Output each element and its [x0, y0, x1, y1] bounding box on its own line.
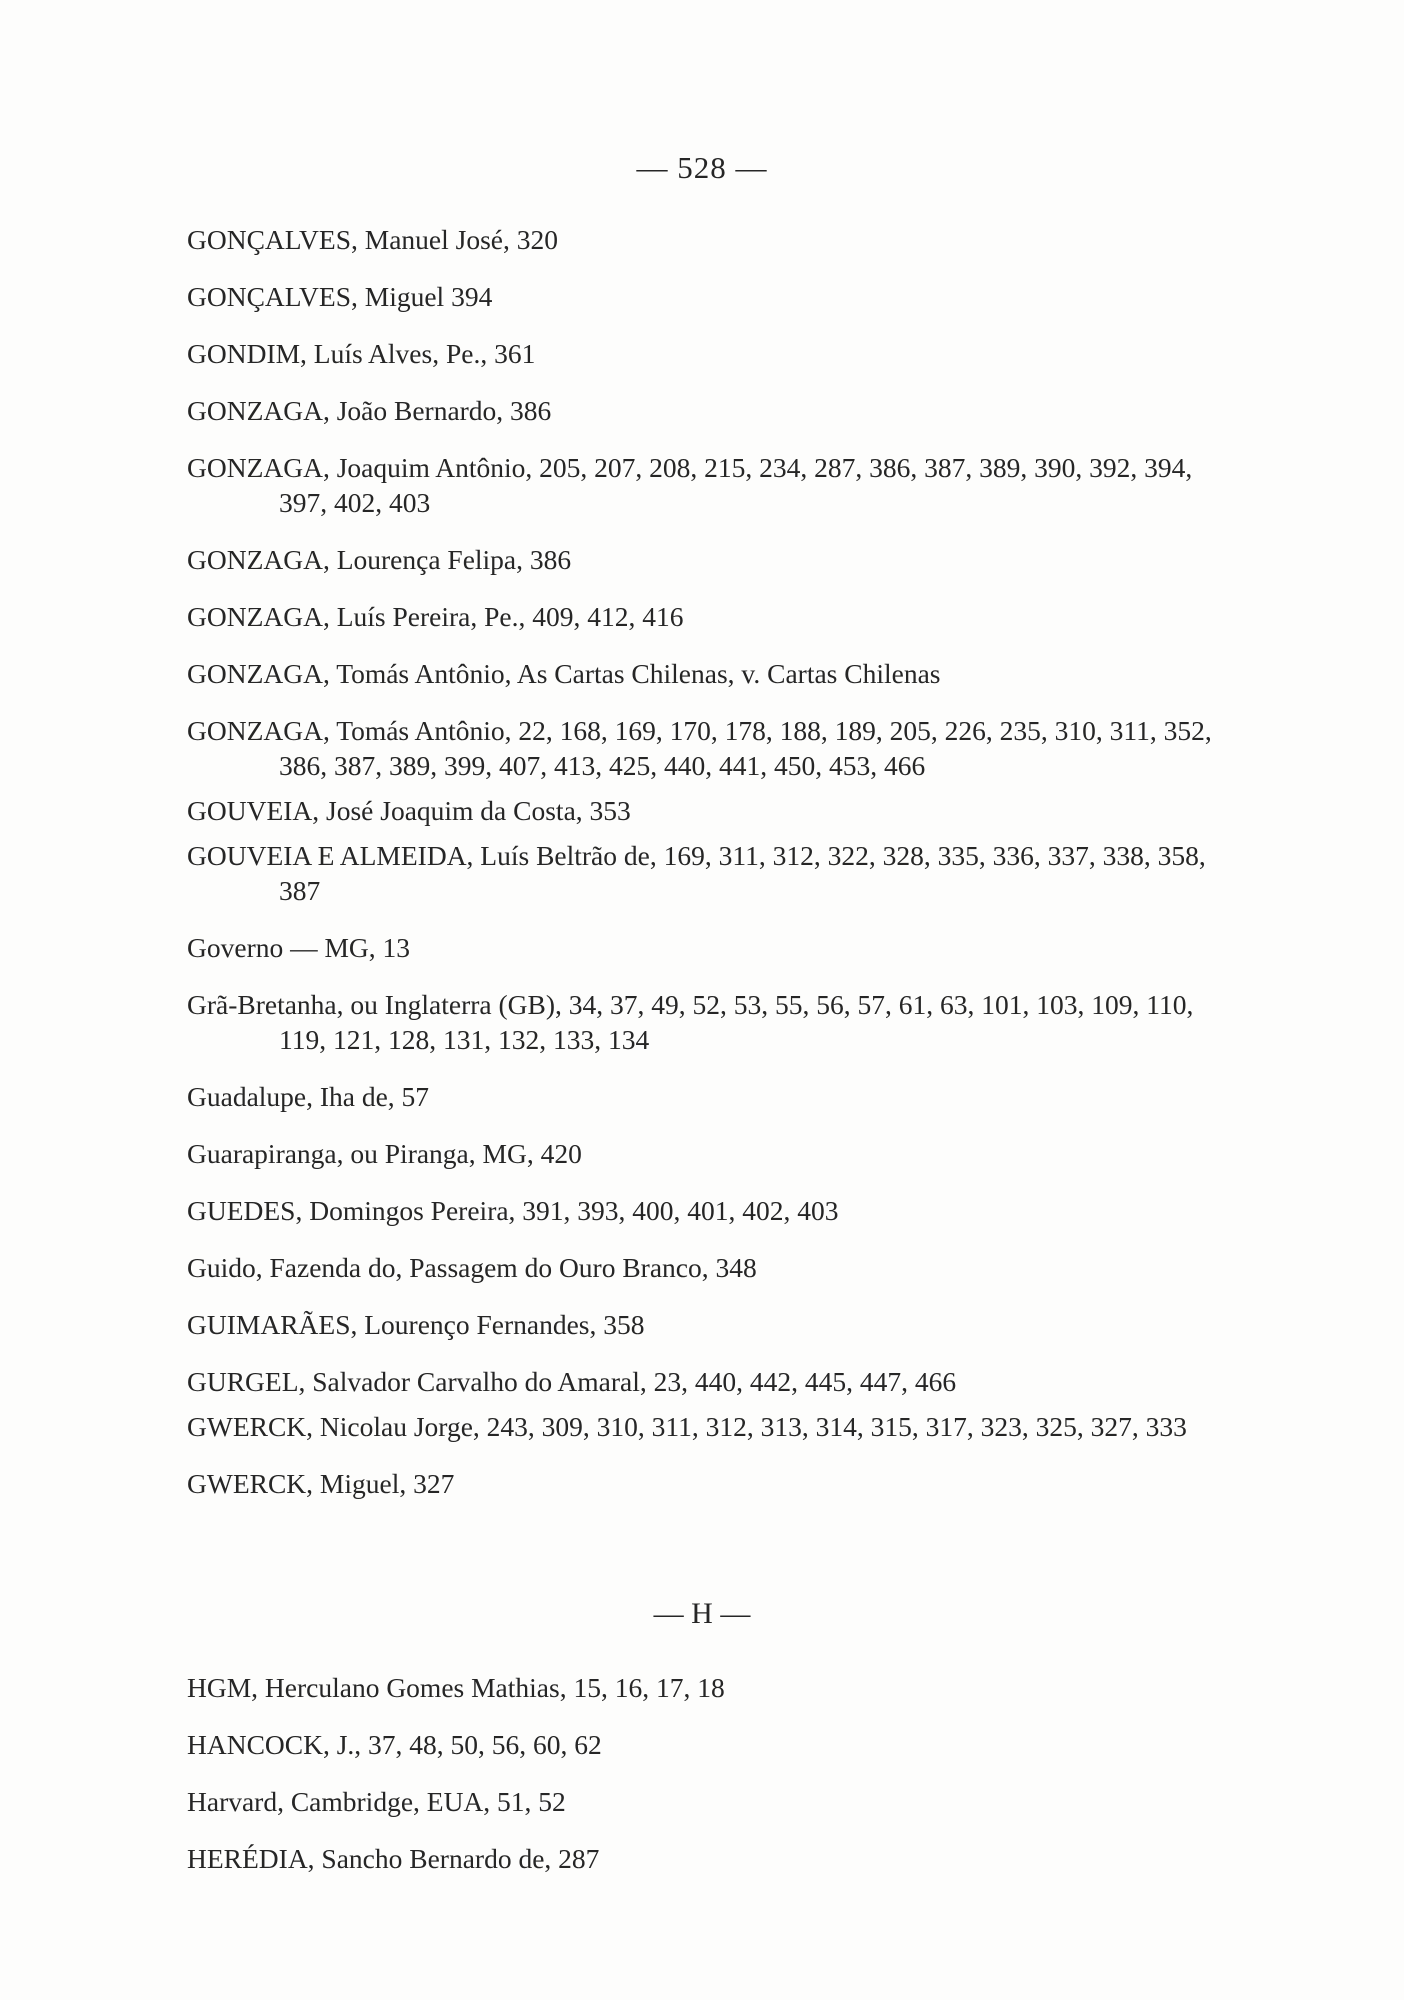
section-heading: — H — — [653, 1597, 751, 1630]
index-entry: Guarapiranga, ou Piranga, MG, 420 — [187, 1138, 582, 1169]
index-entry: GOUVEIA E ALMEIDA, Luís Beltrão de, 169, 311, 312, 322, 328, 335, 336, 337, 338, 358, 387 — [187, 840, 1206, 906]
index-entry: GUIMARÃES, Lourenço Fernandes, 358 — [187, 1309, 645, 1340]
index-entry: Harvard, Cambridge, EUA, 51, 52 — [187, 1786, 566, 1817]
index-entry: GOUVEIA, José Joaquim da Costa, 353 — [187, 795, 631, 826]
index-entry: GONÇALVES, Manuel José, 320 — [187, 224, 558, 255]
index-entry: GONZAGA, Tomás Antônio, As Cartas Chilenas, v. Cartas Chilenas — [187, 658, 941, 689]
index-entry: GURGEL, Salvador Carvalho do Amaral, 23, 440, 442, 445, 447, 466 — [187, 1366, 957, 1397]
index-entry: HGM, Herculano Gomes Mathias, 15, 16, 17, 18 — [187, 1672, 725, 1703]
index-entries-g — [187, 222, 1227, 1523]
index-entry: GONZAGA, Luís Pereira, Pe., 409, 412, 416 — [187, 601, 684, 632]
index-entry: GWERCK, Nicolau Jorge, 243, 309, 310, 311, 312, 313, 314, 315, 317, 323, 325, 327, 333 — [187, 1411, 1187, 1442]
index-entry: GONZAGA, Joaquim Antônio, 205, 207, 208, 215, 234, 287, 386, 387, 389, 390, 392, 394, 397, 402, 403 — [187, 452, 1193, 518]
index-entry: GWERCK, Miguel, 327 — [187, 1468, 455, 1499]
index-entry: GONZAGA, Lourença Felipa, 386 — [187, 544, 572, 575]
index-entry: Guadalupe, Iha de, 57 — [187, 1081, 430, 1112]
index-entry: HANCOCK, J., 37, 48, 50, 56, 60, 62 — [187, 1729, 602, 1760]
index-entry: HERÉDIA, Sancho Bernardo de, 287 — [187, 1843, 600, 1874]
index-entry: Guido, Fazenda do, Passagem do Ouro Branco, 348 — [187, 1252, 757, 1283]
page-number: — 528 — — [636, 150, 768, 185]
index-entry: GONZAGA, Tomás Antônio, 22, 168, 169, 170, 178, 188, 189, 205, 226, 235, 310, 311, 352, 386, 387, 389, 399, 407, 413, 425, 440, 441, 450, 453, 466 — [187, 715, 1212, 781]
index-entry: Grã-Bretanha, ou Inglaterra (GB), 34, 37, 49, 52, 53, 55, 56, 57, 61, 63, 101, 103, 109, 110, 119, 121, 128, 131, 132, 133, 134 — [187, 989, 1194, 1055]
index-entry: GUEDES, Domingos Pereira, 391, 393, 400, 401, 402, 403 — [187, 1195, 839, 1226]
index-entry: GONZAGA, João Bernardo, 386 — [187, 395, 552, 426]
index-entry: Governo — MG, 13 — [187, 932, 411, 963]
index-entries-h — [187, 1670, 1227, 1898]
index-entry: GONDIM, Luís Alves, Pe., 361 — [187, 338, 536, 369]
index-entry: GONÇALVES, Miguel 394 — [187, 281, 493, 312]
